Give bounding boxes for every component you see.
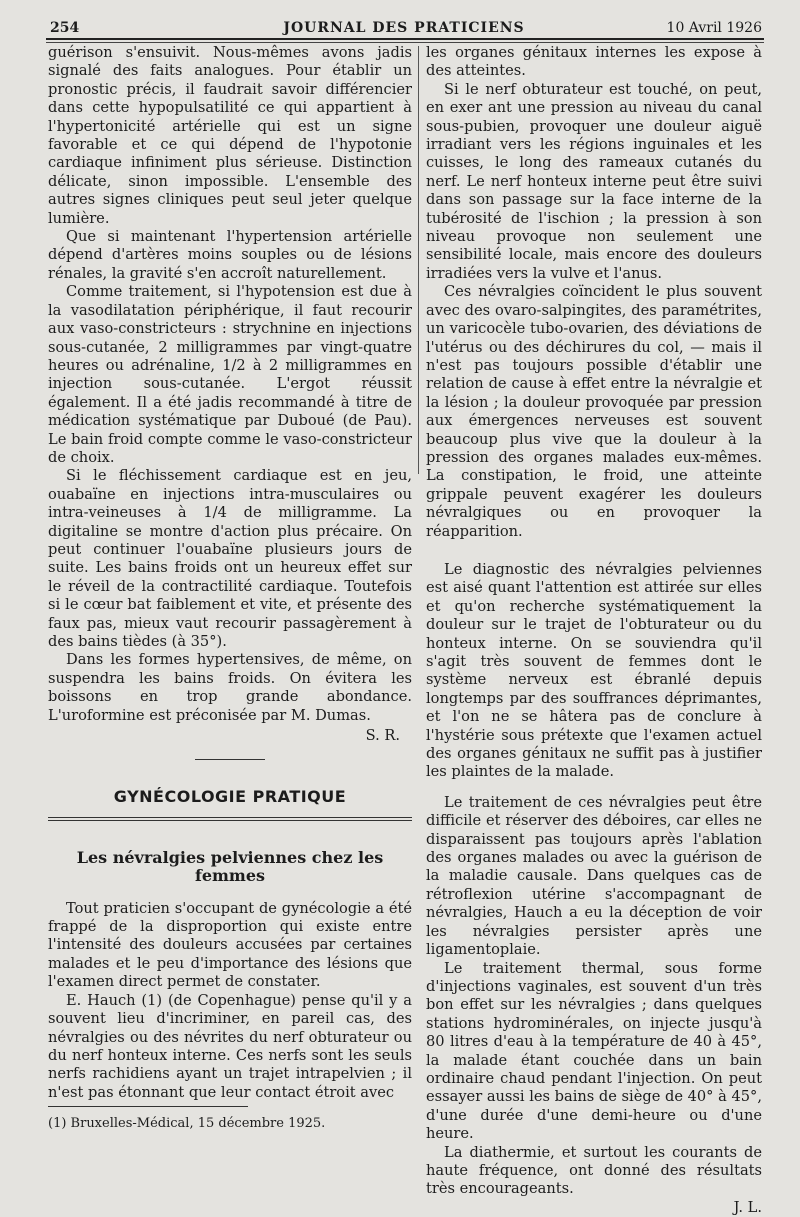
page-number: 254 [50,20,80,36]
section-heading: GYNÉCOLOGIE PRATIQUE [113,787,347,807]
spacer [426,782,762,794]
paragraph: Si le nerf obturateur est touché, on peut, en exer ant une pression au niveau du canal sous-pubien, provoquer une douleur aiguë irradiant vers les régions inguinales et les cuisses, le long des rameaux cutanés du nerf. Le nerf honteux interne peut être suivi dans son passage sur la face interne de la tubérosité de l'ischion ; la pression à son niveau provoque non seulement une sensibilité locale, mais encore des douleurs irradiées vers la vulve et l'anus. [426,80,762,282]
paragraph: Comme traitement, si l'hypotension est due à la vasodilatation périphérique, il faut recourir aux vaso-constricteurs : strychnine en injections sous-cutanée, 2 milligrammes par vingt-quatre heures ou adrénaline, 1/2 à 2 milligrammes en injection sous-cutanée. L'ergot réussit également. Il a été jadis recommandé à titre de médication systématique par Duboué (de Pau). Le bain froid compte comme le vaso-constricteur de choix. [48,283,412,466]
article-title: Les névralgies pelviennes chez les femmes [76,847,384,886]
right-column [426,44,762,1217]
signature: J. L. [733,1198,762,1216]
separator [195,759,265,760]
header-rule-thin [46,42,764,43]
header-rule [46,38,764,40]
column-divider [418,46,419,474]
section-rule-2 [48,820,412,821]
signature: S. R. [365,727,400,745]
paragraph: Le traitement de ces névralgies peut être difficile et réserver des déboires, car elles ne disparaissent pas toujours après l'ablation des organes malades ou avec la guérison de la maladie causale. Dans quelques cas de rétroflexion utérine s'accompagnant de névralgies, Hauch a eu la déception de voir les névralgies persister après une ligamentoplaie. [426,793,762,959]
paragraph: Le diagnostic des névralgies pelviennes est aisé quant l'attention est attirée sur elles et qu'on recherche systématiquement la douleur sur le trajet de l'obturateur ou du honteux interne. On se souviendra qu'il s'agit très souvent de femmes dont le système nerveux est ébranlé depuis longtemps par des souffrances déprimantes, et l'on ne se hâtera pas de conclure à l'hystérie sous prétexte que l'examen actuel des organes génitaux ne suffit pas à justifier les plaintes de la malade. [426,560,762,781]
paragraph: Dans les formes hypertensives, de même, on suspendra les bains froids. On évitera les boissons en trop grande abondance. L'uroformine est préconisée par M. Dumas. [48,651,412,724]
section-rule [48,817,412,818]
paragraph: Que si maintenant l'hypertension artérielle dépend d'artères moins souples ou de lésions rénales, la gravité s'en accroît naturellement. [48,228,412,282]
footnote: (1) Bruxelles-Médical, 15 décembre 1925. [48,1116,326,1132]
paragraph: les organes génitaux internes les expose à des atteintes. [426,44,762,80]
paragraph: Le traitement thermal, sous forme d'injections vaginales, est souvent d'un très bon effet sur les névralgies ; dans quelques stations hydrominérales, on injecte jusqu'à 80 litres d'eau à la température de 40 à 45°, la malade étant couchée dans un bain ordinaire chaud pendant l'injection. On peut essayer aussi les bains de siège de 40° à 45°, d'une durée d'une demi-heure ou d'une heure. [426,959,762,1143]
paragraph: Si le fléchissement cardiaque est en jeu, ouabaïne en injections intra-musculaires ou intra-veineuses à 1/4 de milligramme. La digitaline se montre d'action plus précaire. On peut continuer l'ouabaïne plusieurs jours de suite. Les bains froids ont un heureux effet sur le réveil de la contractilité cardiaque. Toutefois si le cœur bat faiblement et vite, et présente des faux pas, mieux vaut recourir passagèrement à des bains tièdes (à 35°). [48,467,412,650]
paragraph: E. Hauch (1) (de Copenhague) pense qu'il y a souvent lieu d'incriminer, en pareil cas, des névralgies ou des névrites du nerf obturateur ou du nerf honteux interne. Ces nerfs sont les seuls nerfs rachidiens ayant un trajet intrapelvien ; il n'est pas étonnant que leur contact étroit avec [48,991,412,1101]
left-column [48,44,412,1134]
paragraph: La diathermie, et surtout les courants de haute fréquence, ont donné des résultats très encourageants. [426,1143,762,1198]
issue-date: 10 Avril 1926 [666,20,762,36]
paragraph: guérison s'ensuivit. Nous-mêmes avons jadis signalé des faits analogues. Pour établir un pronostic précis, il faudrait savoir différencier dans cette hypopulsatilité ce qui appartient à l'hypertonicité artérielle qui est un signe favorable et ce qui dépend de l'hypotonie cardiaque infiniment plus sérieuse. Distinction délicate, sinon impossible. L'ensemble des autres signes cliniques peut seul jeter quelque lumière. [48,44,412,227]
page-header [46,18,762,40]
paragraph: Tout praticien s'occupant de gynécologie a été frappé de la disproportion qui existe entre l'intensité des douleurs accusées par certaines malades et le peu d'importance des lésions que l'examen direct permet de constater. [48,899,412,991]
paragraph: Ces névralgies coïncident le plus souvent avec des ovaro-salpingites, des paramétrites, un varicocèle tubo-ovarien, des déviations de l'utérus ou des déchirures du col, — mais il n'est pas toujours possible d'établir une relation de cause à effet entre la névralgie et la lésion ; la douleur provoquée par pression aux émergences nerveuses est souvent beaucoup plus vive que la douleur à la pression des organes malades eux-mêmes. La constipation, le froid, une atteinte grippale peuvent exagérer les douleurs névralgiques ou en provoquer la réapparition. [426,283,762,540]
spacer [426,541,762,561]
journal-title: JOURNAL DES PRATICIENS [283,20,525,36]
footnote-rule [48,1106,248,1107]
